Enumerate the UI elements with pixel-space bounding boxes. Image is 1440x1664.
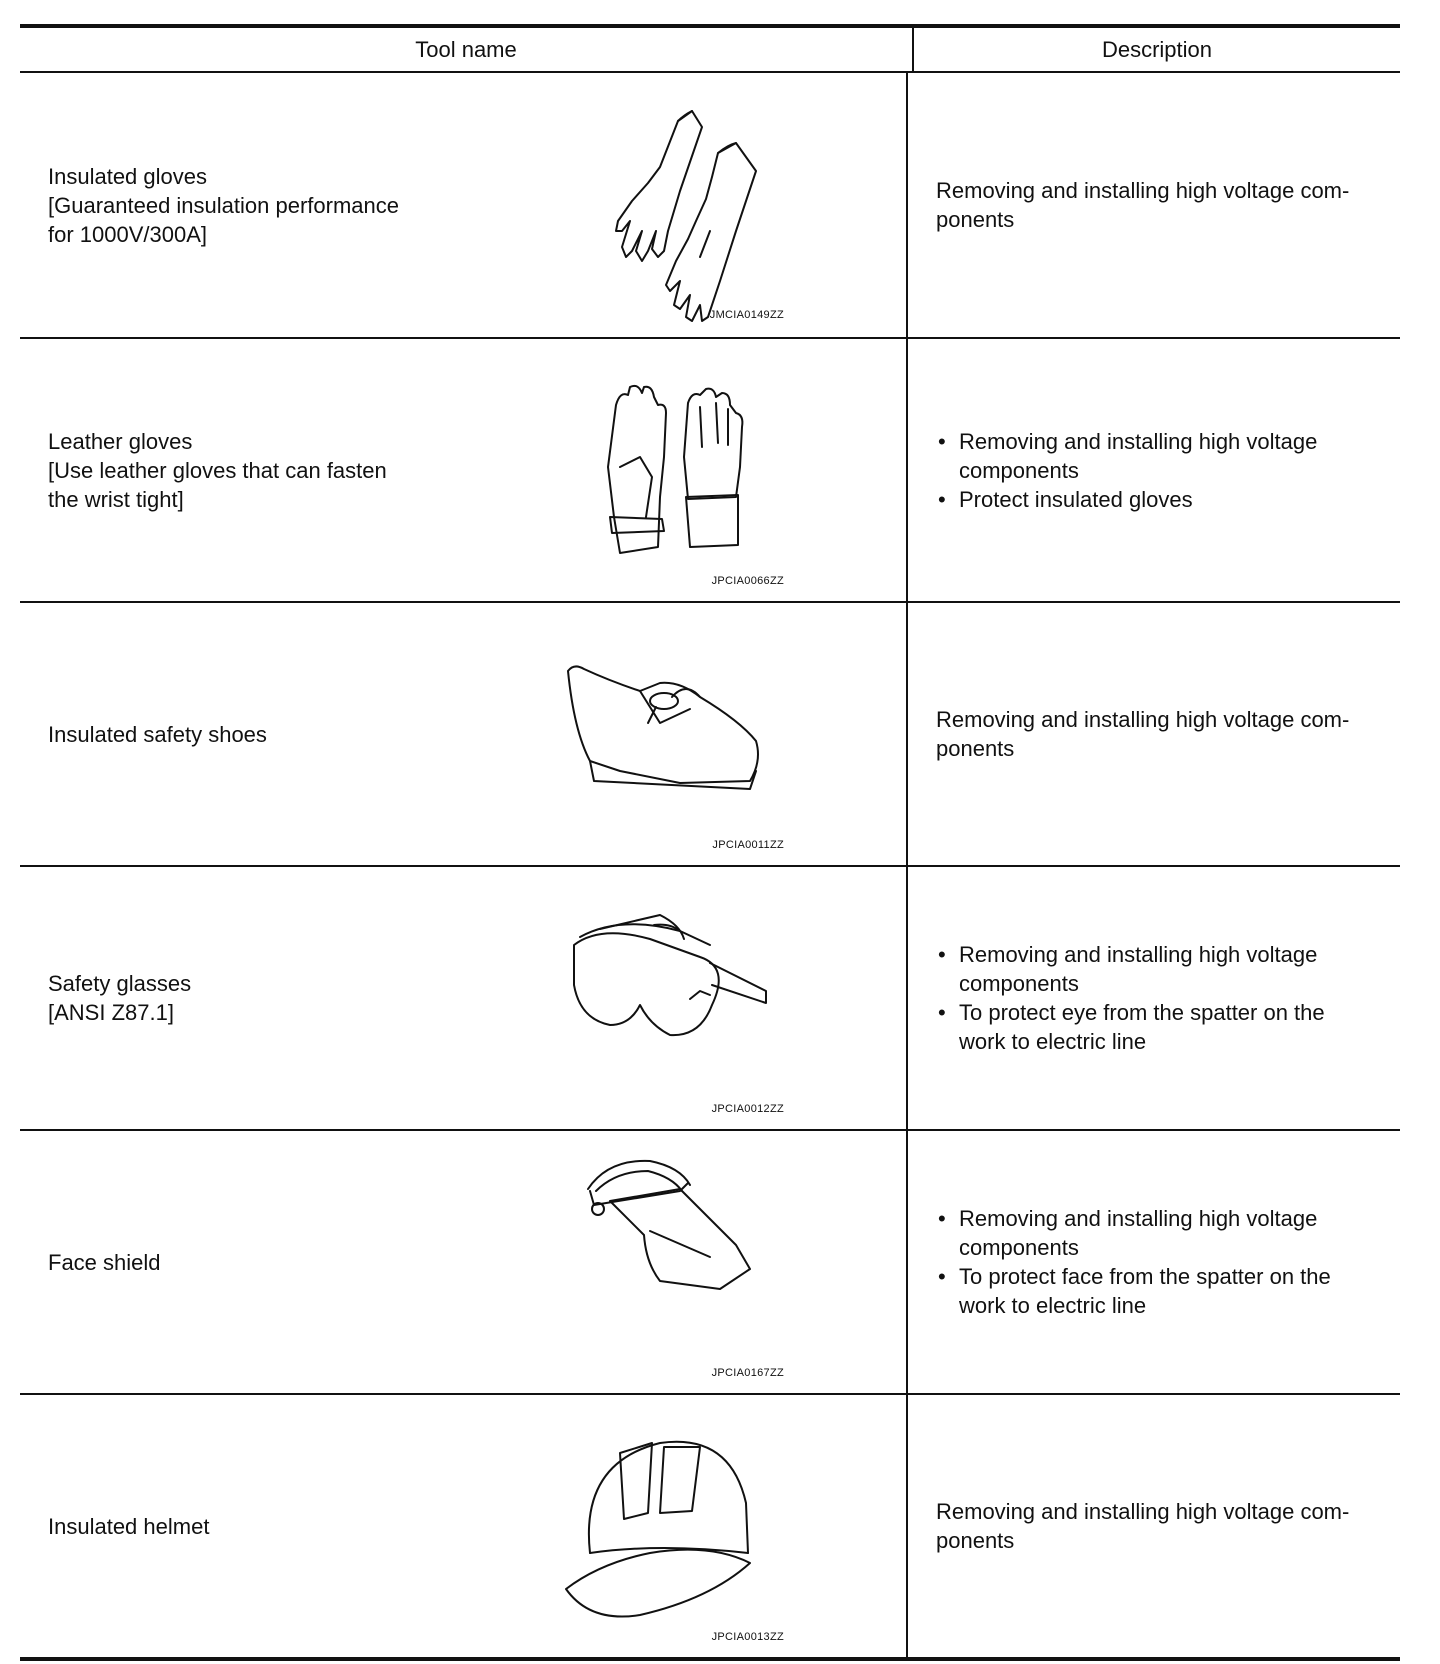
tool-name: [48, 1131, 468, 1393]
figure-code: JPCIA0167ZZ: [711, 1367, 784, 1379]
table-header: [20, 28, 1400, 73]
description-line: Removing and installing high voltage com-: [936, 178, 1350, 203]
tool-name-line: for 1000V/300A]: [48, 221, 208, 247]
tool-name-line: Safety glasses: [48, 971, 192, 996]
tool-cell: [20, 73, 908, 337]
helmet-icon: [560, 1403, 860, 1653]
tool-name: [48, 603, 468, 865]
figure-code: JMCIA0149ZZ: [709, 309, 784, 321]
description-bullets: [936, 940, 1376, 1056]
table-row: [20, 73, 1400, 337]
description-text: [936, 176, 1376, 234]
table-row: [20, 1393, 1400, 1657]
tool-name-line: the wrist tight]: [48, 486, 184, 512]
bullet-item: • To protect eye from the spatter on the work to electric line: [936, 998, 1376, 1056]
bullet-item: • Removing and installing high voltage components: [936, 940, 1376, 998]
description-line: Removing and installing high voltage com-: [936, 707, 1350, 732]
figure-code: JPCIA0011ZZ: [712, 839, 784, 851]
figure-code: JPCIA0012ZZ: [711, 1103, 784, 1115]
leather-gloves-icon: [560, 347, 860, 597]
table-row: [20, 865, 1400, 1129]
description-cell: [908, 339, 1400, 601]
bullet-item: • Protect insulated gloves: [936, 485, 1376, 514]
tool-table: [20, 24, 1400, 1661]
description-cell: [908, 73, 1400, 337]
description-cell: [908, 603, 1400, 865]
tool-name-line: Insulated gloves: [48, 163, 207, 189]
table-row: [20, 337, 1400, 601]
description-text: [936, 705, 1376, 763]
tool-name: [48, 339, 468, 601]
bullet-item: • Removing and installing high voltage components: [936, 1204, 1376, 1262]
tool-name-line: [Use leather gloves that can fasten: [48, 457, 387, 483]
safety-glasses-icon: [560, 875, 860, 1125]
description-text: [936, 1497, 1376, 1555]
header-tool-name: Tool name: [20, 28, 914, 71]
tool-cell: [20, 603, 908, 865]
description-line: Removing and installing high voltage com-: [936, 1499, 1350, 1524]
tool-name-line: Insulated safety shoes: [48, 721, 267, 747]
face-shield-icon: [560, 1139, 860, 1389]
bullet-item: • Removing and installing high voltage components: [936, 427, 1376, 485]
description-bullets: [936, 427, 1376, 514]
description-bullets: [936, 1204, 1376, 1320]
tool-name-line: Face shield: [48, 1249, 161, 1275]
table-row: [20, 1129, 1400, 1393]
tool-cell: [20, 339, 908, 601]
tool-name-line: [Guaranteed insulation performance: [48, 192, 399, 218]
bullet-item: • To protect face from the spatter on the work to electric line: [936, 1262, 1376, 1320]
tool-name: [48, 867, 468, 1129]
tool-name-line: Insulated helmet: [48, 1513, 210, 1539]
safety-shoe-icon: [560, 611, 860, 861]
tool-name: [48, 1395, 468, 1657]
tool-name-line: Leather gloves: [48, 428, 193, 454]
figure-code: JPCIA0013ZZ: [711, 1631, 784, 1643]
description-line: ponents: [936, 207, 1015, 232]
tool-cell: [20, 1131, 908, 1393]
table-row: [20, 601, 1400, 865]
description-cell: [908, 1131, 1400, 1393]
tool-cell: [20, 1395, 908, 1657]
description-line: ponents: [936, 1528, 1015, 1553]
description-cell: [908, 867, 1400, 1129]
tool-name-line: [ANSI Z87.1]: [48, 1000, 174, 1025]
insulated-gloves-icon: [560, 81, 860, 331]
tool-name: [48, 73, 468, 337]
header-description: Description: [1101, 36, 1213, 62]
table-bottom-rule: [20, 1657, 1400, 1661]
figure-code: JPCIA0066ZZ: [711, 575, 784, 587]
tool-cell: [20, 867, 908, 1129]
description-cell: [908, 1395, 1400, 1657]
description-line: ponents: [936, 736, 1015, 761]
